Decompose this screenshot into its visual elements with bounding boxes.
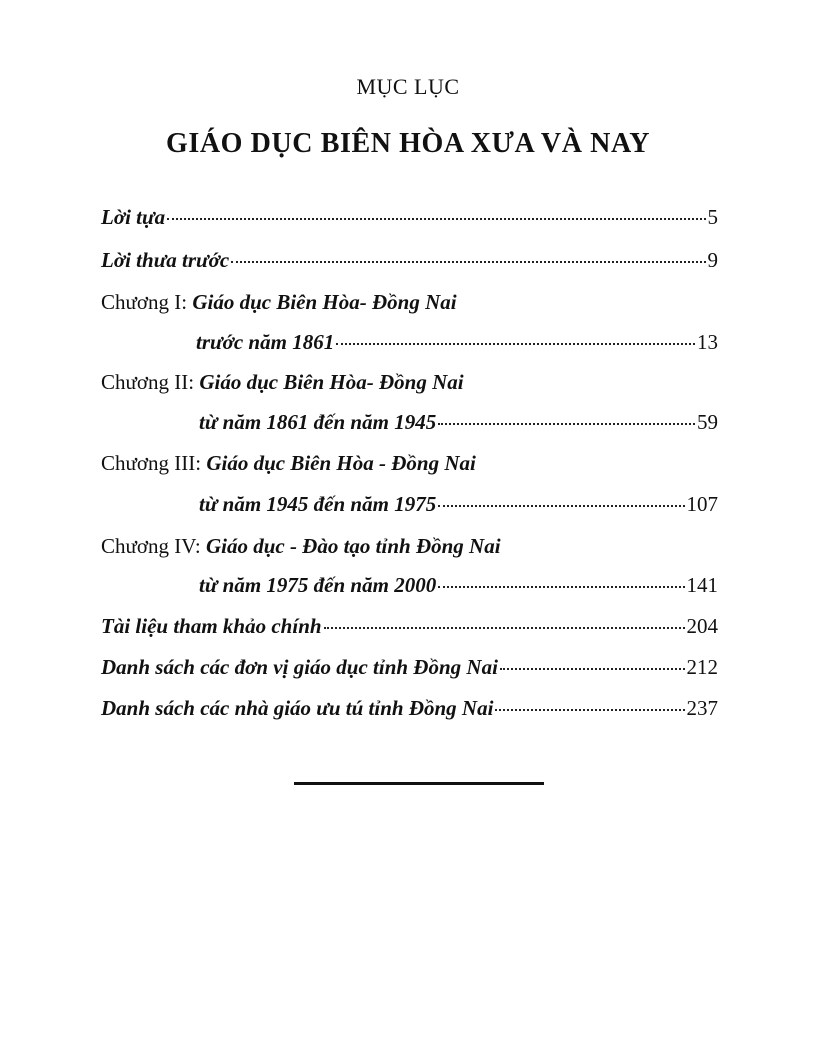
chapter-subtitle: từ năm 1975 đến năm 2000 [199, 573, 437, 597]
dot-leader [438, 586, 684, 588]
toc-entry-chapter-4[interactable] [101, 532, 501, 560]
chapter-subtitle: từ năm 1861 đến năm 1945 [199, 410, 437, 434]
toc-heading: MỤC LỤC [356, 74, 460, 99]
dot-leader [500, 668, 685, 670]
chapter-title: Giáo dục Biên Hòa - Đồng Nai [206, 451, 476, 475]
toc-page-number: 212 [686, 655, 718, 679]
toc-entry-ds-don-vi[interactable] [101, 653, 718, 681]
dot-leader [336, 343, 695, 345]
dot-leader [167, 218, 705, 220]
chapter-subtitle: trước năm 1861 [196, 330, 335, 354]
toc-entry-label: Tài liệu tham khảo chính [101, 614, 322, 638]
toc-page-number: 59 [697, 410, 718, 434]
toc-entry-loi-tua[interactable] [101, 203, 718, 231]
dot-leader [438, 505, 684, 507]
toc-entry-label: Danh sách các nhà giáo ưu tú tỉnh Đồng Nai [101, 696, 494, 720]
toc-entry-loi-thua-truoc[interactable] [101, 246, 718, 274]
chapter-title: Giáo dục Biên Hòa- Đồng Nai [192, 290, 457, 314]
book-title: GIÁO DỤC BIÊN HÒA XƯA VÀ NAY [165, 128, 651, 159]
toc-entry-ds-nha-giao[interactable] [101, 694, 718, 722]
toc-page-number: 107 [686, 492, 718, 516]
toc-entry-chapter-2-line2[interactable] [199, 408, 718, 436]
toc-page-number: 141 [686, 573, 718, 597]
toc-entry-label: Lời thưa trước [101, 248, 230, 272]
chapter-prefix: Chương I: [101, 290, 193, 314]
toc-entry-chapter-4-line2[interactable] [199, 571, 718, 599]
chapter-prefix: Chương IV: [101, 534, 206, 558]
toc-entry-tai-lieu[interactable] [101, 612, 718, 640]
toc-entry-chapter-2[interactable] [101, 368, 464, 396]
dot-leader [495, 709, 684, 711]
toc-entry-chapter-1-line2[interactable] [196, 328, 718, 356]
chapter-title: Giáo dục Biên Hòa- Đồng Nai [199, 370, 464, 394]
toc-page-number: 5 [707, 205, 718, 229]
chapter-title: Giáo dục - Đào tạo tỉnh Đồng Nai [205, 534, 501, 558]
chapter-prefix: Chương II: [101, 370, 200, 394]
toc-entry-chapter-3-line2[interactable] [199, 490, 718, 518]
chapter-prefix: Chương III: [101, 451, 207, 475]
toc-entry-chapter-1[interactable] [101, 288, 457, 316]
chapter-subtitle: từ năm 1945 đến năm 1975 [199, 492, 437, 516]
toc-page-number: 204 [686, 614, 718, 638]
dot-leader [438, 423, 695, 425]
toc-entry-label: Lời tựa [101, 205, 166, 229]
toc-page-number: 9 [707, 248, 718, 272]
toc-entry-label: Danh sách các đơn vị giáo dục tỉnh Đồng Nai [101, 655, 498, 679]
closing-rule [294, 782, 544, 785]
toc-page-number: 237 [686, 696, 718, 720]
toc-page-number: 13 [697, 330, 718, 354]
toc-entry-chapter-3[interactable] [101, 449, 476, 477]
dot-leader [231, 261, 705, 263]
dot-leader [324, 627, 685, 629]
